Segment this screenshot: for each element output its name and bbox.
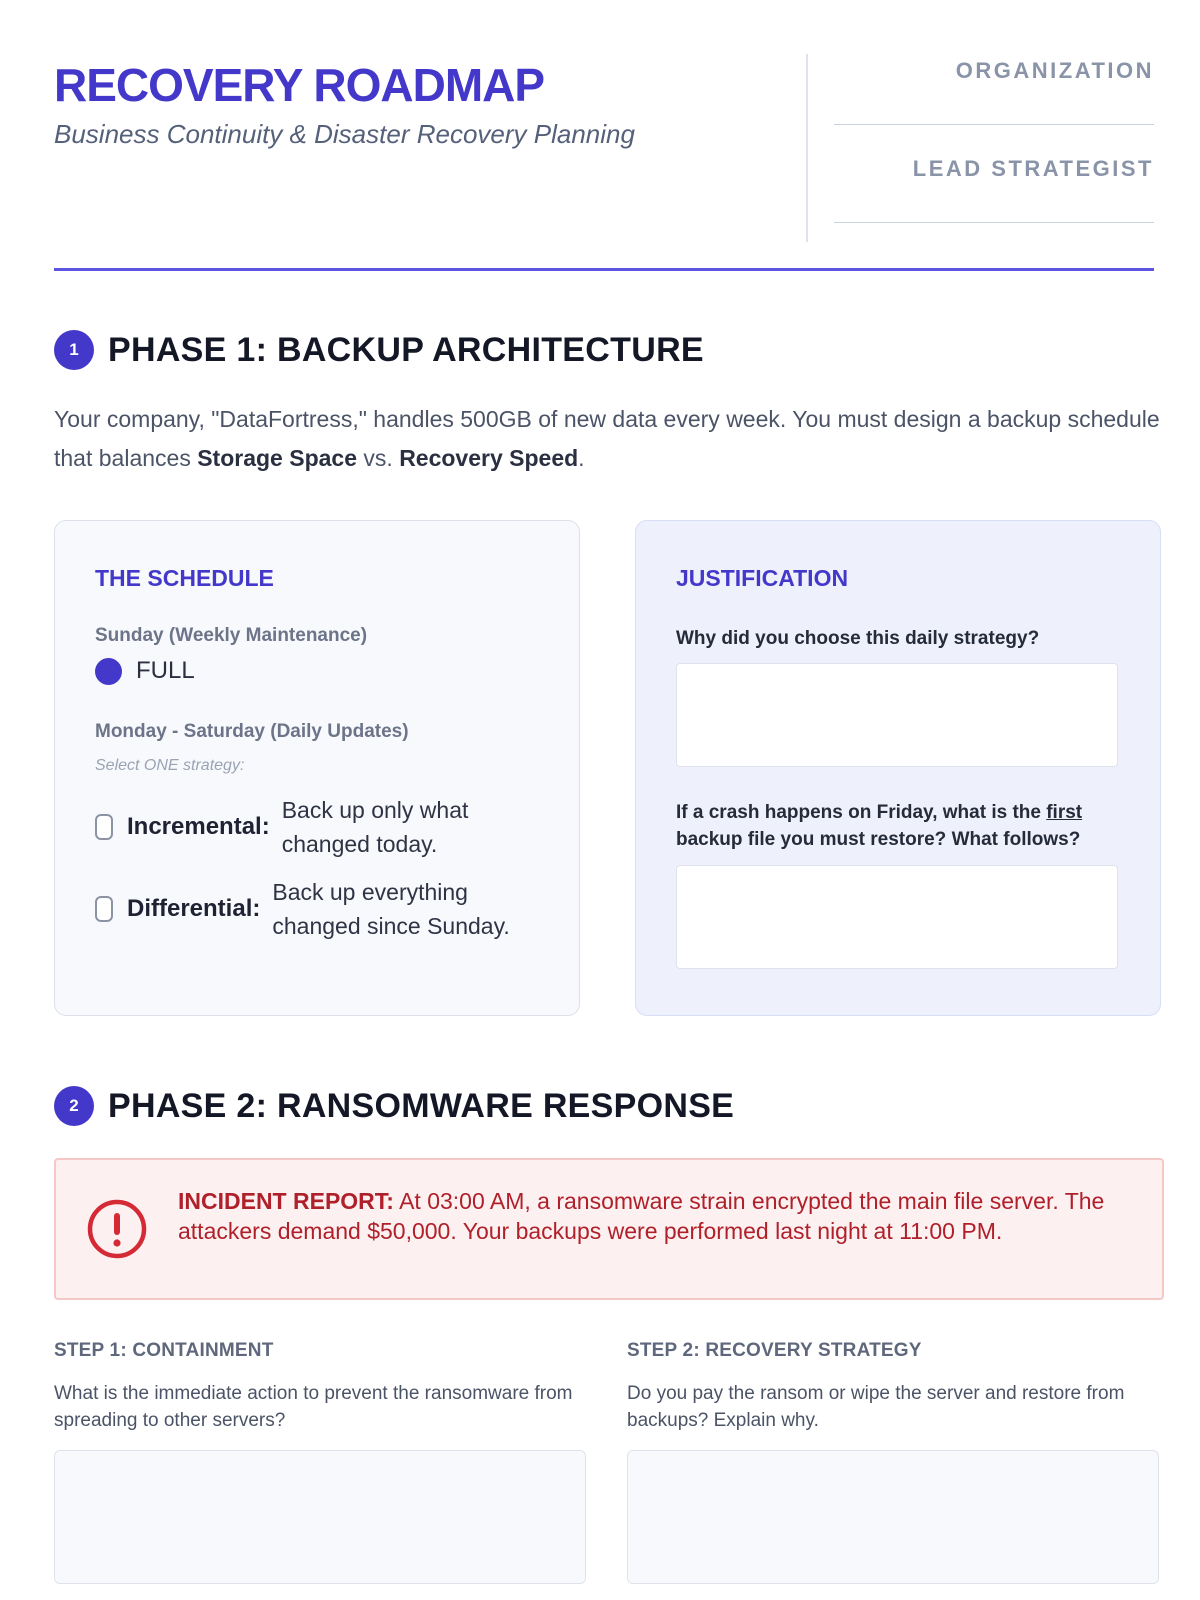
organization-field[interactable] xyxy=(834,58,1154,125)
phase2-heading xyxy=(54,1086,734,1126)
step1-answer-box[interactable] xyxy=(54,1450,586,1584)
step-containment xyxy=(54,1340,586,1434)
organization-input-line[interactable] xyxy=(834,124,1154,125)
differential-label: Differential: xyxy=(127,895,261,922)
step2-answer-box[interactable] xyxy=(627,1450,1159,1584)
step2-question: Do you pay the ransom or wipe the server and restore from backups? Explain why. xyxy=(627,1383,1125,1431)
page-title: RECOVERY ROADMAP xyxy=(54,59,545,111)
strategy-hint: Select ONE strategy: xyxy=(95,757,245,774)
phase1-intro xyxy=(54,400,1164,478)
incident-report-text xyxy=(178,1186,1128,1246)
page-subtitle: Business Continuity & Disaster Recovery Planning xyxy=(54,119,635,149)
differential-checkbox[interactable] xyxy=(95,896,113,922)
incremental-label: Incremental: xyxy=(127,813,270,840)
differential-option[interactable] xyxy=(95,875,542,943)
step1-question: What is the immediate action to prevent the ransomware from spreading to other servers? xyxy=(54,1383,573,1431)
intro-text: Your company, "DataFortress," handles 500GB of new data every week. You must design a backup schedule that balances xyxy=(54,406,1160,471)
weekday-label: Monday - Saturday (Daily Updates) xyxy=(95,721,409,742)
worksheet-header xyxy=(54,52,1154,272)
justification-question-1: Why did you choose this daily strategy? xyxy=(676,628,1040,649)
incident-report-box xyxy=(54,1158,1164,1300)
schedule-title: THE SCHEDULE xyxy=(95,565,274,591)
sunday-full-value: FULL xyxy=(136,657,195,684)
step-recovery-strategy xyxy=(627,1340,1159,1434)
phase1-heading xyxy=(54,330,704,370)
step2-title: STEP 2: RECOVERY STRATEGY xyxy=(627,1340,922,1361)
justification-card xyxy=(635,520,1161,1016)
organization-label: ORGANIZATION xyxy=(955,58,1154,83)
sunday-label: Sunday (Weekly Maintenance) xyxy=(95,625,368,646)
step1-title: STEP 1: CONTAINMENT xyxy=(54,1340,274,1361)
incremental-option[interactable] xyxy=(95,793,502,861)
phase1-number-badge: 1 xyxy=(54,330,94,370)
phase2-title: PHASE 2: RANSOMWARE RESPONSE xyxy=(108,1086,735,1125)
lead-strategist-field[interactable] xyxy=(834,156,1154,223)
incident-body: At 03:00 AM, a ransomware strain encrypted the main file server. The attackers demand $50,000. Your backups were performed last night at 11:00 PM. xyxy=(178,1188,1105,1244)
differential-description: Back up everything changed since Sunday. xyxy=(272,879,510,939)
phase2-number-badge: 2 xyxy=(54,1086,94,1126)
header-divider xyxy=(806,54,808,242)
incremental-description: Back up only what changed today. xyxy=(281,797,469,857)
justification-answer-2[interactable] xyxy=(676,865,1118,969)
intro-vs: vs. xyxy=(357,445,400,471)
phase1-title: PHASE 1: BACKUP ARCHITECTURE xyxy=(108,330,704,369)
filled-radio-icon xyxy=(95,658,122,685)
question2-text-start: If a crash happens on Friday, what is the xyxy=(676,802,1047,823)
lead-strategist-input-line[interactable] xyxy=(834,222,1154,223)
intro-emphasis-recovery: Recovery Speed xyxy=(399,445,579,471)
intro-emphasis-storage: Storage Space xyxy=(197,445,358,471)
question2-text-end: backup file you must restore? What follows? xyxy=(676,829,1081,850)
alert-icon xyxy=(86,1198,148,1260)
intro-end: . xyxy=(578,445,585,471)
justification-title: JUSTIFICATION xyxy=(676,565,849,591)
header-rule xyxy=(54,268,1154,271)
sunday-full-option xyxy=(95,657,195,685)
incremental-checkbox[interactable] xyxy=(95,814,113,840)
schedule-card xyxy=(54,520,580,1016)
incident-label: INCIDENT REPORT: xyxy=(178,1188,394,1214)
question2-emphasis: first xyxy=(1046,802,1083,823)
justification-answer-1[interactable] xyxy=(676,663,1118,767)
lead-strategist-label: LEAD STRATEGIST xyxy=(912,156,1154,181)
justification-question-2 xyxy=(676,799,1116,853)
